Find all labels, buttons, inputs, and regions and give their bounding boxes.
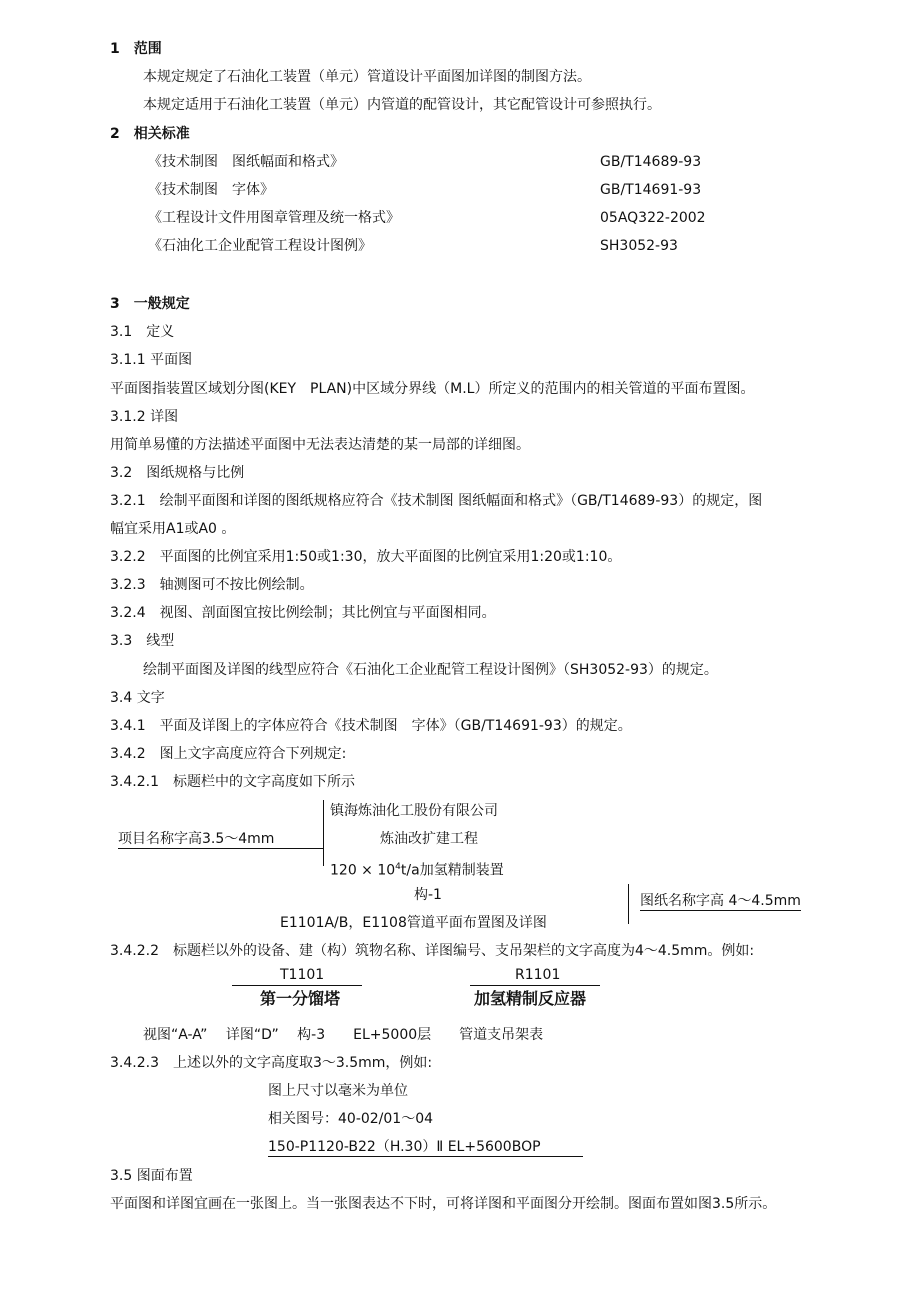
paragraph-3-2-1-a: 3.2.1 绘制平面图和详图的图纸规格应符合《技术制图 图纸幅面和格式》（GB/T14689-93）的规定，图 xyxy=(110,493,763,509)
standard-name: 《石油化工企业配管工程设计图例》 xyxy=(148,238,372,254)
equipment-name: 第一分馏塔 xyxy=(260,989,341,1008)
paragraph-3-3: 绘制平面图及详图的线型应符合《石油化工企业配管工程设计图例》（SH3052-93）的规定。 xyxy=(143,662,718,678)
paragraph-3-1-1: 平面图指装置区域划分图(KEY PLAN)中区域分界线（M.L）所定义的范围内的相关管道的平面布置图。 xyxy=(110,381,755,397)
heading-3-3: 3.3 线型 xyxy=(110,633,175,649)
standard-name: 《技术制图 字体》 xyxy=(148,182,274,198)
paragraph-3-5: 平面图和详图宜画在一张图上。当一张图表达不下时，可将详图和平面图分开绘制。图面布置如图3.5所示。 xyxy=(110,1196,777,1212)
drawing-name-label: 图纸名称字高 4～4.5mm xyxy=(640,893,801,909)
heading-3-4: 3.4 文字 xyxy=(110,690,165,706)
paragraph-3-4-2: 3.4.2 图上文字高度应符合下列规定: xyxy=(110,746,347,762)
drawing-name-bracket xyxy=(628,884,629,924)
standard-code: 05AQ322-2002 xyxy=(600,210,706,226)
standard-code: SH3052-93 xyxy=(600,238,678,254)
title-block-bracket xyxy=(323,800,324,866)
heading-3-1-2: 3.1.2 详图 xyxy=(110,409,179,425)
example-related-drawing: 相关图号：40-02/01～04 xyxy=(268,1111,434,1127)
equipment-name: 加氢精制反应器 xyxy=(474,989,587,1008)
scope-paragraph-2: 本规定适用于石油化工装置（单元）内管道的配管设计，其它配管设计可参照执行。 xyxy=(143,97,661,113)
paragraph-3-4-2-3: 3.4.2.3 上述以外的文字高度取3～3.5mm，例如: xyxy=(110,1055,433,1071)
example-dimension-note: 图上尺寸以毫米为单位 xyxy=(268,1083,408,1099)
scope-paragraph-1: 本规定规定了石油化工装置（单元）管道设计平面图加详图的制图方法。 xyxy=(143,69,591,85)
paragraph-3-4-2-1: 3.4.2.1 标题栏中的文字高度如下所示 xyxy=(110,774,355,790)
heading-3-5: 3.5 图面布置 xyxy=(110,1168,193,1184)
title-block-project: 炼油改扩建工程 xyxy=(380,831,478,847)
equipment-tag: T1101 xyxy=(280,967,325,983)
title-block-company: 镇海炼油化工股份有限公司 xyxy=(330,803,498,819)
standard-code: GB/T14691-93 xyxy=(600,182,702,198)
paragraph-3-4-1: 3.4.1 平面及详图上的字体应符合《技术制图 字体》（GB/T14691-93）的规定。 xyxy=(110,718,632,734)
example-labels: 视图“A-A” 详图“D” 构-3 EL+5000层 管道支吊架表 xyxy=(143,1027,544,1043)
heading-3-1: 3.1 定义 xyxy=(110,324,175,340)
title-block-unit: $120 \times 10^4t/a$加氢精制装置 xyxy=(330,862,504,879)
equipment-tag-rule xyxy=(470,985,600,986)
project-name-label: 项目名称字高3.5～4mm xyxy=(118,830,323,849)
standard-name: 《技术制图 图纸幅面和格式》 xyxy=(148,154,344,170)
title-block-drawing-title: E1101A/B，E1108管道平面布置图及详图 xyxy=(280,915,547,931)
paragraph-3-2-1-b: 幅宜采用A1或A0 。 xyxy=(110,521,236,537)
section-1-heading: 1 范围 xyxy=(110,41,162,57)
paragraph-3-4-2-2: 3.4.2.2 标题栏以外的设备、建（构）筑物名称、详图编号、支吊架栏的文字高度为4～4.5mm。例如: xyxy=(110,943,755,959)
title-block-structure: 构-1 xyxy=(414,887,442,903)
section-3-heading: 3 一般规定 xyxy=(110,296,190,312)
equipment-tag-rule xyxy=(232,985,362,986)
paragraph-3-2-4: 3.2.4 视图、剖面图宜按比例绘制；其比例宜与平面图相同。 xyxy=(110,605,496,621)
standard-name: 《工程设计文件用图章管理及统一格式》 xyxy=(148,210,400,226)
paragraph-3-2-3: 3.2.3 轴测图可不按比例绘制。 xyxy=(110,577,314,593)
paragraph-3-1-2: 用简单易懂的方法描述平面图中无法表达清楚的某一局部的详细图。 xyxy=(110,437,530,453)
section-2-heading: 2 相关标准 xyxy=(110,126,190,142)
paragraph-3-2-2: 3.2.2 平面图的比例宜采用1:50或1:30，放大平面图的比例宜采用1:20或1:10。 xyxy=(110,549,622,565)
heading-3-1-1: 3.1.1 平面图 xyxy=(110,352,193,368)
standard-code: GB/T14689-93 xyxy=(600,154,702,170)
example-line-number: 150-P1120-B22（H.30）Ⅱ EL+5600BOP xyxy=(268,1138,583,1157)
heading-3-2: 3.2 图纸规格与比例 xyxy=(110,465,245,481)
equipment-tag: R1101 xyxy=(515,967,561,983)
